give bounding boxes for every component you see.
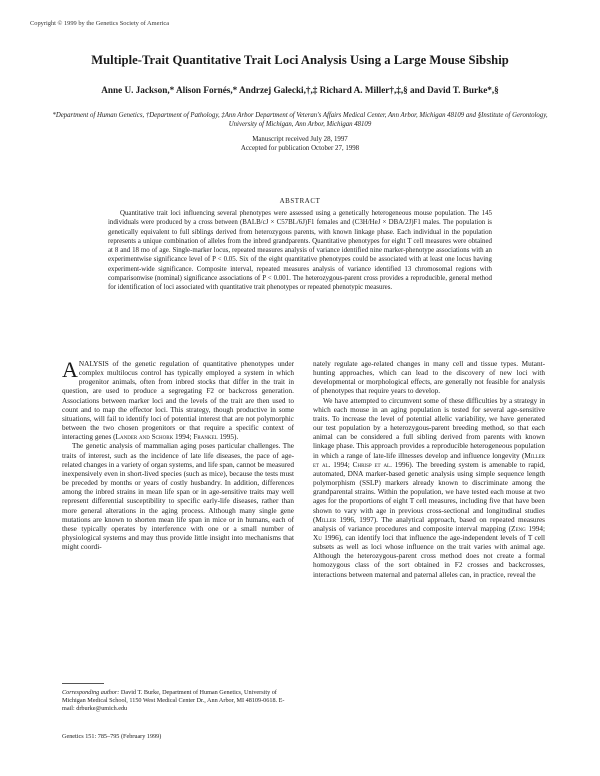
abstract-block <box>108 209 492 292</box>
citation-zeng: Zeng <box>511 524 526 533</box>
copyright-notice: Copyright © 1999 by the Genetics Society of America <box>30 20 170 27</box>
author-list: Anne U. Jackson,* Alison Fornés,* Andrzej Galecki,†,‡ Richard A. Miller†,‡,§ and David T. Burke*,§ <box>101 85 499 95</box>
citation-lander-schork: Lander and Schork <box>115 433 174 442</box>
citation-miller: Miller <box>315 515 337 524</box>
journal-citation: Genetics 151: 785–795 (February 1999) <box>62 733 162 740</box>
body-column-right <box>313 360 545 580</box>
citation-frankel: Frankel <box>193 433 218 442</box>
intro-paragraph-1: ANALYSIS of the genetic regulation of quantitative phenotypes under complex multilocus control has typically employed a system in which progenitor animals, often from inbred stocks that differ in the trait in question, are used to produce a segregating F2 or backcross generation. Associations between marker loci and the levels of the trait are then used to count and to map the effector loci. This strategy, though productive in some situations, will fail to identify loci of potential interest that are not polymorphic between the two chosen progenitors or that require a specific context of interacting genes (Lander and Schork 1994; Frankel 1995). <box>62 357 294 442</box>
intro-paragraph-continued: nately regulate age-related changes in many cell and tissue types. Mutant-hunting approaches, which can lead to the discovery of new loci with developmental or morphological effects, are generally not feasible for analysis of phenotypes that require years to develop. <box>313 360 545 396</box>
citation-xu: Xu <box>313 533 322 542</box>
intro-paragraph-3: We have attempted to circumvent some of these difficulties by a strategy in which each mouse in an aging population is tested for several age-sensitive traits. To increase the level of potential allelic variability, we have generated our test population by a heterozygous-parent breeding method, so that each animal can be considered a full sibling derived from parents with known linkage phase. This approach provides a reproducible heterogeneous population in which a range of late-life illnesses develop and influence longevity (Miller et al. 1994; Chrisp et al. 1996). The breeding system is amenable to rapid, automated, DNA marker-based genetic analysis using simple sequence length polymorphism (SSLP) markers already known to discriminate among the grandparental strains. Within the population, we have tested each mouse at two ages for the proportions of eight T cell measures, including five that have been shown to vary with age in previous cross-sectional and longitudinal studies (Miller 1996, 1997). The analytical approach, based on repeated measures analysis of variance procedures and composite interval mapping (Zeng 1994; Xu 1996), can identify loci that influence the age-independent levels of T cell subsets as well as loci whose influence on the trait varies with animal age. Although the heterozygous-parent cross method does not create a formal homozygous class of the sort obtained in F2 crosses and backcrosses, interactions between maternal and paternal alleles can, in practice, reveal the <box>313 396 546 579</box>
citation-miller-et-al: Miller et al. <box>313 451 545 469</box>
abstract-text: Quantitative trait loci influencing several phenotypes were assessed using a genetically heterogeneous mouse population. The 145 individuals were produced by a cross between (BALB/cJ × C57BL/6J)F1 females and (C3H/HeJ × DBA/2J)F1 males. The population is genetically equivalent to full siblings derived from heterozygous parents, with known linkage phase. Each individual in the population represents a unique combination of alleles from the inbred grandparents. Quantitative phenotypes for eight T cell measures were obtained at 8 and 18 mo of age. Single-marker locus, repeated measures analysis of variance identified nine marker-phenotype associations with an experimentwise significance level of P < 0.05. Six of the eight quantitative phenotypes could be associated with at least one locus having experiment-wide significance. Composite interval, repeated measures analysis of variance identified 13 chromosomal regions with comparisonwise (nominal) significance associations of P < 0.001. The heterozygous-parent cross provides a reproducible, general method for identification of loci associated with quantitative trait phenotypes or repeated phenotypic measures. <box>108 210 492 291</box>
manuscript-dates <box>30 135 570 153</box>
intro-paragraph-2: The genetic analysis of mammalian aging poses particular challenges. The traits of interest, such as the incidence of late life diseases, the pace of age-related changes in a variety of organ systems, and life span, cannot be measured inexpensively even in short-lived species (such as mice), because the tests must be preceded by months or years of costly husbandry. In addition, differences among the inbred strains in mean life span or in age-sensitive traits may well represent differential susceptibility to specific early-life diseases, rather than more general alterations in the aging process. Although many single gene mutations are known to shorten mean life span in mice or in humans, each of these typically operates by interference with one or a small number of physiological systems and may thus provide little insight into mechanisms that might coordi- <box>62 442 294 552</box>
author-affiliations: *Department of Human Genetics, †Department of Pathology, ‡Ann Arbor Department of Veteran's Affairs Medical Center, Ann Arbor, Michigan 48109 and §Institute of Gerontology, University of Michigan, Ann Arbor, Michigan 48109 <box>52 112 548 129</box>
body-column-left <box>62 357 294 552</box>
abstract-heading: ABSTRACT <box>279 198 321 205</box>
drop-cap: A <box>62 357 78 382</box>
accepted-date: Accepted for publication October 27, 1998 <box>240 145 360 153</box>
citation-chrisp: Chrisp et al. <box>352 460 392 469</box>
received-date: Manuscript received July 28, 1997 <box>252 136 348 143</box>
paper-title: Multiple-Trait Quantitative Trait Loci Analysis Using a Large Mouse Sibship <box>91 53 509 67</box>
footnote-divider <box>62 683 104 684</box>
corresponding-author-footnote: Corresponding author: David T. Burke, Department of Human Genetics, University of Michigan Medical School, 1150 West Medical Center Dr., Ann Arbor, MI 48109-0618. E-mail: drburke@umich.edu <box>62 689 285 713</box>
